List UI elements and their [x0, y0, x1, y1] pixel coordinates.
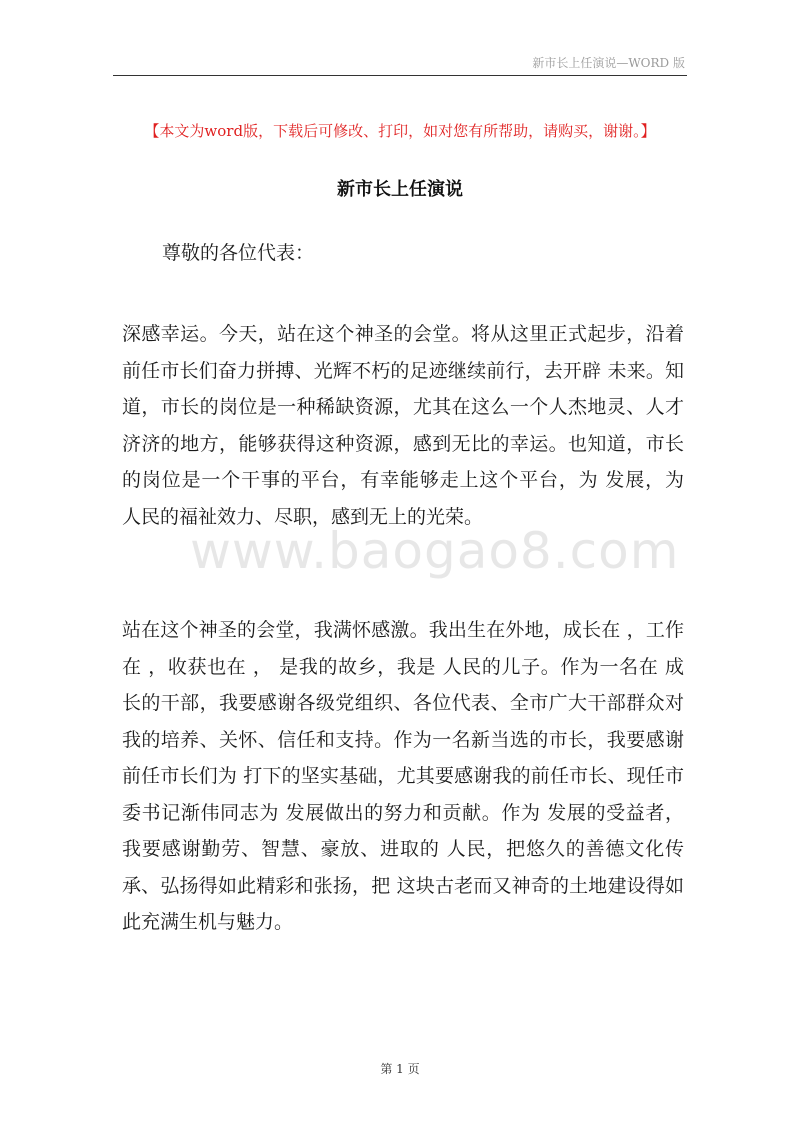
- body-paragraph-1: 深感幸运。今天，站在这个神圣的会堂。将从这里正式起步，沿着前任市长们奋力拼搏、光辉不朽的足迹继续前行，去开辟 未来。知道，市长的岗位是一种稀缺资源，尤其在这么一个人杰地灵、人才济济的地方，能够获得这种资源，感到无比的幸运。也知道，市长的岗位是一个干事的平台，有幸能够走上这个平台，为 发展，为 人民的福祉效力、尽职，感到无上的光荣。: [122, 323, 684, 528]
- purchase-notice: 【本文为word版，下载后可修改、打印，如对您有所帮助，请购买，谢谢。】: [144, 122, 656, 140]
- watermark: www.baogao8.com: [190, 522, 680, 580]
- body-paragraph-2: 站在这个神圣的会堂，我满怀感激。我出生在外地，成长在 ，工作在 ，收获也在 ， 是我的故乡，我是 人民的儿子。作为一名在 成长的干部，我要感谢各级党组织、各位代表、全市广大干部群众对我的培养、关怀、信任和支持。作为一名新当选的市长，我要感谢前任市长们为 打下的坚实基础，尤其要感谢我的前任市长、现任市委书记渐伟同志为 发展做出的努力和贡献。作为 发展的受益者，我要感谢勤劳、智慧、豪放、进取的 人民，把悠久的善德文化传承、弘扬得如此精彩和张扬，把 这块古老而又神奇的土地建设得如此充满生机与魅力。: [122, 619, 684, 933]
- page-number: 第 1 页: [380, 1062, 420, 1076]
- header-divider: [113, 75, 687, 76]
- salutation: 尊敬的各位代表：: [162, 242, 315, 264]
- page-title: 新市长上任演说: [337, 179, 463, 200]
- document-header-label: 新市长上任演说—WORD 版: [532, 56, 685, 70]
